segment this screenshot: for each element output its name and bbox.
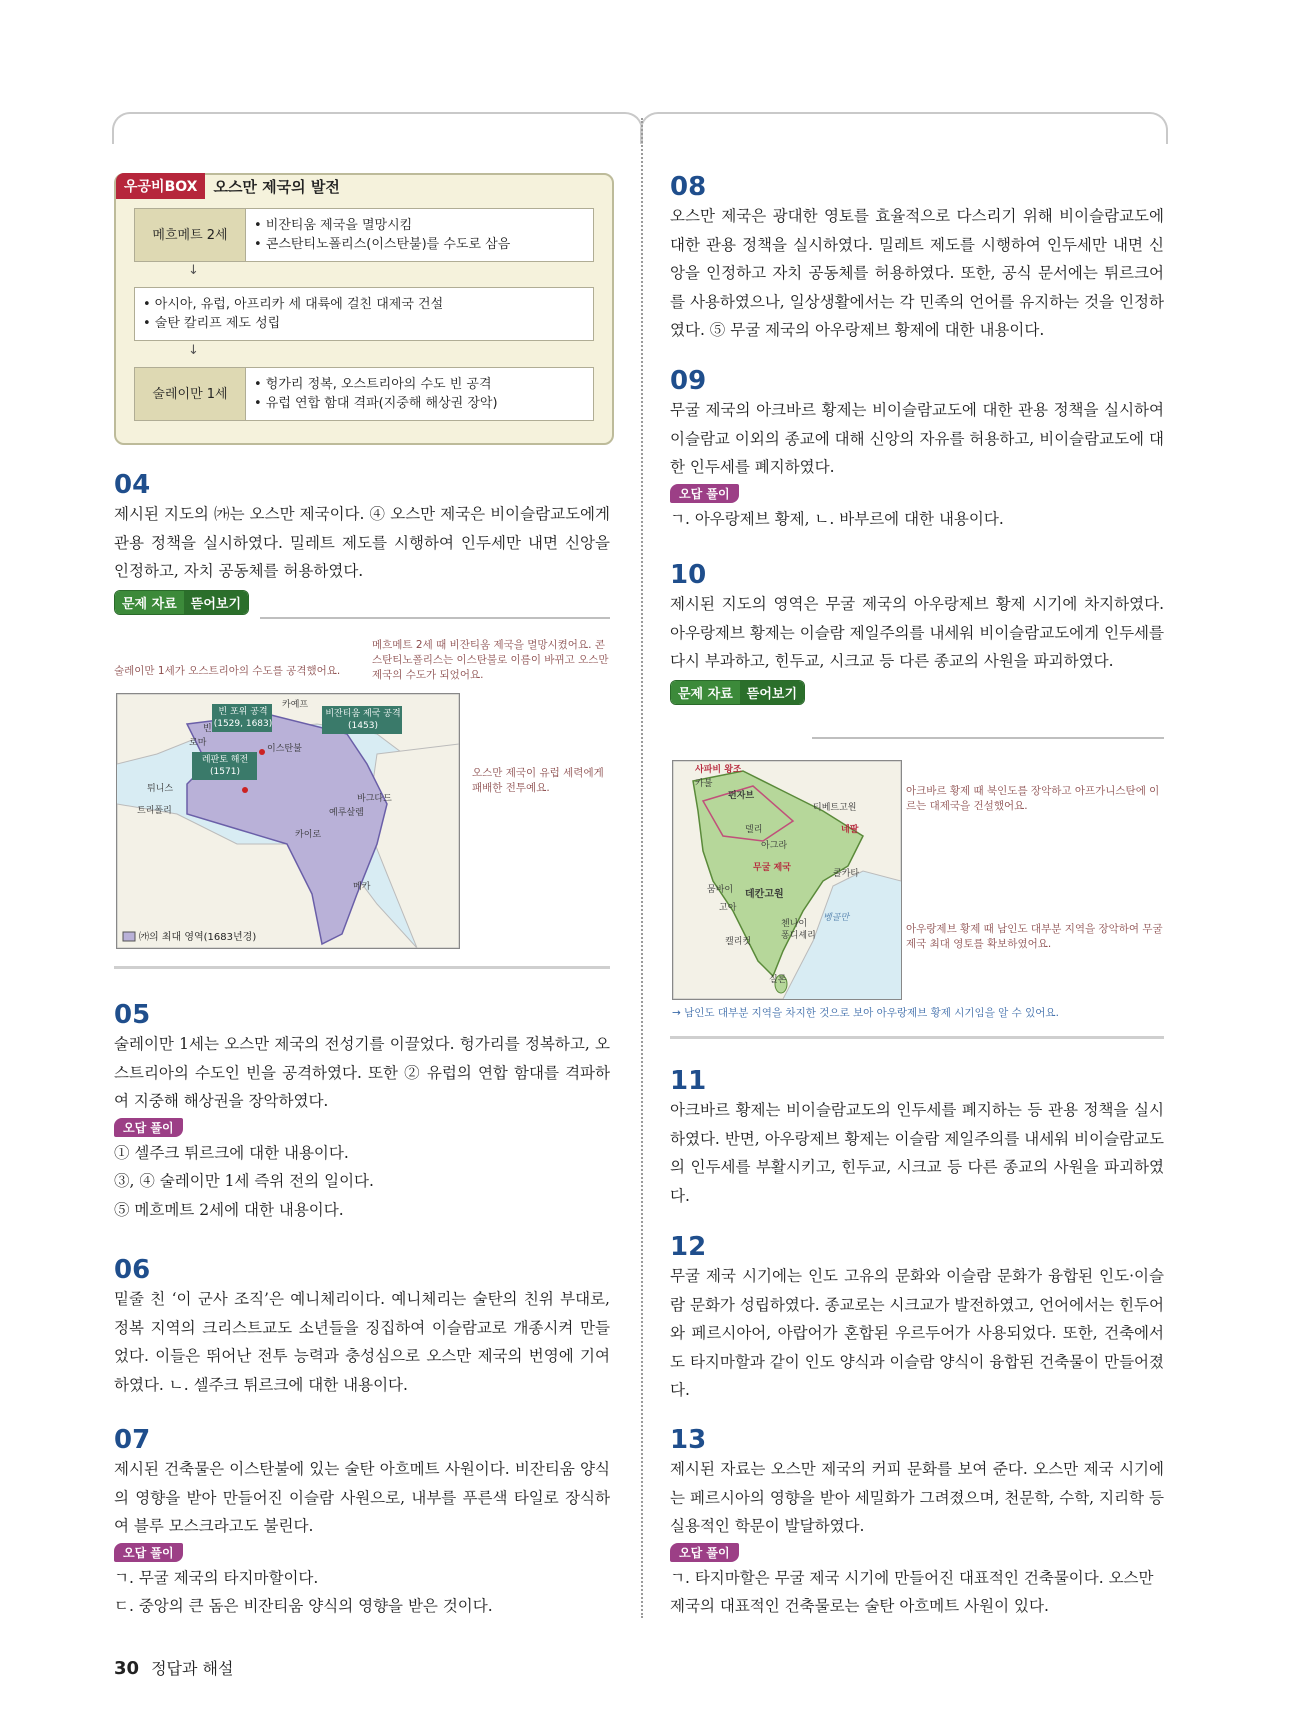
mughal-map-svg — [673, 761, 901, 999]
question-07 — [114, 1425, 610, 1621]
question-text: 아크바르 황제는 비이슬람교도의 인두세를 폐지하는 등 관용 정책을 실시하였다. 반면, 아우랑제브 황제는 이슬람 제일주의를 내세워 비이슬람교도의 인두세를 부활시키고, 힌두교, 시크교 등 다른 종교의 사원을 파괴하였다. — [670, 1101, 1164, 1205]
answer-line: ㄱ. 무굴 제국의 타지마할이다. — [114, 1568, 319, 1587]
question-09 — [670, 366, 1164, 533]
wrong-answer-tag: 오답 풀이 — [114, 1118, 183, 1137]
map2-label: 고아 — [719, 903, 737, 913]
footer-label: 정답과 해설 — [151, 1659, 234, 1678]
map1-city: 트리폴리 — [137, 806, 172, 816]
map2-note-top: 아크바르 황제 때 북인도를 장악하고 아프가니스탄에 이르는 대제국을 건설했어요. — [906, 785, 1160, 812]
map1-note-mid: 오스만 제국이 유럽 세력에게 패배한 전투예요. — [472, 767, 604, 794]
box-row-text — [246, 212, 518, 258]
down-arrow-icon: ↓ — [188, 343, 199, 358]
question-text: 무굴 제국의 아크바르 황제는 비이슬람교도에 대한 관용 정책을 실시하여 이슬람교 이외의 종교에 대해 신앙의 자유를 허용하고, 비이슬람교도에 대한 인두세를 폐지하였다. — [670, 401, 1164, 476]
box-row-label: 술레이만 1세 — [135, 368, 246, 420]
answer-line: ③, ④ 술레이만 1세 즉위 전의 일이다. — [114, 1172, 374, 1190]
question-number: 06 — [114, 1255, 151, 1285]
map2-label: 실론 — [769, 975, 787, 985]
map1-city: 카예프 — [282, 700, 309, 710]
question-number: 08 — [670, 172, 707, 202]
question-number: 13 — [670, 1425, 707, 1455]
down-arrow-icon: ↓ — [188, 263, 199, 278]
map1-legend: ㈎의 최대 영역(1683년경) — [139, 932, 257, 943]
box-title — [116, 173, 340, 199]
map1-label-byzantium: 비잔티움 제국 공격 (1453) — [325, 709, 401, 731]
question-text: 밑줄 친 ‘이 군사 조직’은 예니체리이다. 예니체리는 술탄의 친위 부대로, 정복 지역의 크리스트교도 소년들을 징집하여 이슬람교로 개종시켜 만들었다. 이들은 뛰어난 전투 능력과 충성심으로 오스만 제국의 번영에 기여하였다. ㄴ. 셀주크 튀르크에 대한 내용이다. — [114, 1290, 610, 1394]
box-row-label: 메흐메트 2세 — [135, 209, 246, 261]
answer-line: ① 셀주크 튀르크에 대한 내용이다. — [114, 1143, 349, 1162]
map1-city: 튀니스 — [147, 784, 174, 794]
tag-rule — [260, 617, 610, 619]
question-10 — [670, 560, 1164, 705]
map1-city: 이스탄불 — [267, 744, 302, 754]
box-line: • 콘스탄티노폴리스(이스탄불)를 수도로 삼음 — [254, 237, 511, 252]
column-divider — [641, 118, 643, 1618]
box-row-text — [135, 291, 451, 337]
map2-label: 펀자브 — [728, 791, 755, 801]
tag-part: 뜯어보기 — [184, 591, 248, 614]
question-text: 술레이만 1세는 오스만 제국의 전성기를 이끌었다. 헝가리를 정복하고, 오스트리아의 수도인 빈을 공격하였다. 또한 ② 유럽의 연합 함대를 격파하여 지중해 해상권을 장악하였다. — [114, 1035, 610, 1110]
question-04 — [114, 470, 610, 615]
map2-label: 퐁디셰리 — [781, 931, 816, 941]
box-line: • 술탄 칼리프 제도 성립 — [143, 316, 281, 331]
top-frame-right — [640, 112, 1168, 144]
answer-line: ㄷ. 중앙의 큰 돔은 비잔티움 양식의 영향을 받은 것이다. — [114, 1597, 493, 1615]
wrong-answer-tag: 오답 풀이 — [670, 484, 739, 503]
map1-city: 바그다드 — [357, 794, 392, 804]
map1-label-lepanto: 레판토 해전 (1571) — [201, 755, 249, 777]
question-12 — [670, 1232, 1164, 1405]
question-05 — [114, 1000, 610, 1224]
question-text: 제시된 자료는 오스만 제국의 커피 문화를 보여 준다. 오스만 제국 시기에는 페르시아의 영향을 받아 세밀화가 그려졌으며, 천문학, 수학, 지리학 등 실용적인 학문이 발달하였다. — [670, 1460, 1164, 1535]
map2-label: 뭄바이 — [707, 885, 734, 895]
question-text: 오스만 제국은 광대한 영토를 효율적으로 다스리기 위해 비이슬람교도에 대한 관용 정책을 실시하였다. 밀레트 제도를 시행하여 인두세만 내면 신앙을 인정하고 자치 공동체를 허용하였다. 또한, 공식 문서에는 튀르크어를 사용하였으나, 일상생활에서는 각 민족의 언어를 유지하는 것을 인정하였다. ⑤ 무굴 제국의 아우랑제브 황제에 대한 내용이다. — [670, 207, 1164, 339]
map2-label: 네팔 — [841, 825, 859, 835]
answer-line: ⑤ 메흐메트 2세에 대한 내용이다. — [114, 1200, 344, 1219]
section-separator — [670, 1036, 1164, 1039]
problem-data-tag — [114, 590, 249, 615]
box-row-text — [246, 371, 506, 417]
question-13 — [670, 1425, 1164, 1621]
map2-note-bottom: 아우랑제브 황제 때 남인도 대부분 지역을 장악하여 무굴 제국 최대 영토를 확보하였어요. — [906, 923, 1163, 950]
box-row-2 — [134, 287, 594, 341]
mughal-map — [672, 760, 902, 1000]
box-row-3 — [134, 367, 594, 421]
map1-city: 로마 — [189, 738, 207, 748]
question-number: 05 — [114, 1000, 151, 1030]
map2-label: 콜카타 — [833, 869, 860, 879]
map2-label: 캘리컷 — [725, 937, 752, 947]
section-separator — [114, 966, 610, 969]
tag-part: 문제 자료 — [115, 591, 184, 614]
question-08 — [670, 172, 1164, 345]
top-frame-left — [112, 112, 643, 144]
tag-part: 문제 자료 — [671, 681, 740, 704]
box-line: • 유럽 연합 함대 격파(지중해 해상권 장악) — [254, 396, 498, 411]
question-06 — [114, 1255, 610, 1399]
map1-city: 빈 — [203, 724, 212, 734]
wrong-answer-tag: 오답 풀이 — [670, 1543, 739, 1562]
box-badge: 우공비BOX — [116, 173, 205, 199]
map2-label: 무굴 제국 — [753, 863, 791, 873]
map2-caption: → 남인도 대부분 지역을 차지한 것으로 보아 아우랑제브 황제 시기임을 알 수 있어요. — [672, 1007, 1059, 1019]
map2-label: 델리 — [745, 825, 763, 835]
map1-note-right: 메흐메트 2세 때 비잔티움 제국을 멸망시켰어요. 콘스탄티노폴리스는 이스탄불로 이름이 바뀌고 오스만 제국의 수도가 되었어요. — [372, 639, 609, 681]
map2-label: 벵골만 — [823, 913, 850, 923]
question-number: 07 — [114, 1425, 151, 1455]
question-number: 12 — [670, 1232, 707, 1262]
answer-line: ㄱ. 타지마할은 무굴 제국 시기에 만들어진 대표적인 건축물이다. 오스만 제국의 대표적인 건축물로는 술탄 아흐메트 사원이 있다. — [670, 1568, 1154, 1615]
map1-city: 예루살렘 — [329, 808, 364, 818]
question-text: 제시된 건축물은 이스탄불에 있는 술탄 아흐메트 사원이다. 비잔티움 양식의 영향을 받아 만들어진 이슬람 사원으로, 내부를 푸른색 타일로 장식하여 블루 모스크라고도 불린다. — [114, 1460, 610, 1535]
box-line: • 헝가리 정복, 오스트리아의 수도 빈 공격 — [254, 377, 492, 392]
map2-label: 카불 — [695, 779, 713, 789]
map2-label: 아그라 — [761, 841, 788, 851]
summary-box — [114, 173, 614, 445]
question-number: 11 — [670, 1066, 707, 1096]
question-11 — [670, 1066, 1164, 1210]
map1-city: 카이로 — [295, 830, 322, 840]
box-line: • 아시아, 유럽, 아프리카 세 대륙에 걸친 대제국 건설 — [143, 297, 444, 312]
box-row-1 — [134, 208, 594, 262]
question-number: 04 — [114, 470, 151, 500]
question-text: 제시된 지도의 영역은 무굴 제국의 아우랑제브 황제 시기에 차지하였다. 아우랑제브 황제는 이슬람 제일주의를 내세워 비이슬람교도에게 인두세를 다시 부과하고, 힌두교, 시크교 등 다른 종교의 사원을 파괴하였다. — [670, 595, 1164, 670]
map1-city: 메카 — [353, 882, 371, 892]
tag-rule — [812, 737, 1164, 739]
question-text: 제시된 지도의 ㈎는 오스만 제국이다. ④ 오스만 제국은 비이슬람교도에게 관용 정책을 실시하였다. 밀레트 제도를 시행하여 인두세만 내면 신앙을 인정하고, 자치 공동체를 허용하였다. — [114, 505, 610, 580]
question-text: 무굴 제국 시기에는 인도 고유의 문화와 이슬람 문화가 융합된 인도·이슬람 문화가 성립하였다. 종교로는 시크교가 발전하였고, 언어에서는 힌두어와 페르시아어, 아랍어가 혼합된 우르두어가 사용되었다. 또한, 건축에서도 타지마할과 같이 인도 양식과 이슬람 양식이 융합된 건축물이 만들어졌다. — [670, 1267, 1164, 1399]
question-number: 09 — [670, 366, 707, 396]
box-heading: 오스만 제국의 발전 — [213, 177, 340, 196]
map2-label: 사파비 왕조 — [695, 765, 742, 775]
map2-label: 데칸고원 — [745, 889, 784, 900]
tag-part: 뜯어보기 — [740, 681, 804, 704]
ottoman-map — [116, 693, 460, 949]
map2-label: 첸나이 — [781, 919, 808, 929]
map1-note-left: 술레이만 1세가 오스트리아의 수도를 공격했어요. — [114, 665, 341, 677]
box-line: • 비잔티움 제국을 멸망시킴 — [254, 218, 413, 233]
answer-line: ㄱ. 아우랑제브 황제, ㄴ. 바부르에 대한 내용이다. — [670, 509, 1004, 528]
question-number: 10 — [670, 560, 707, 590]
map1-label-vienna: 빈 포위 공격 (1529, 1683) — [213, 707, 273, 729]
page-number: 30 — [114, 1658, 140, 1679]
problem-data-tag — [670, 680, 805, 705]
wrong-answer-tag: 오답 풀이 — [114, 1543, 183, 1562]
ottoman-map-svg — [117, 694, 459, 948]
map2-label: 티베트고원 — [813, 803, 857, 813]
page-footer — [114, 1656, 233, 1679]
